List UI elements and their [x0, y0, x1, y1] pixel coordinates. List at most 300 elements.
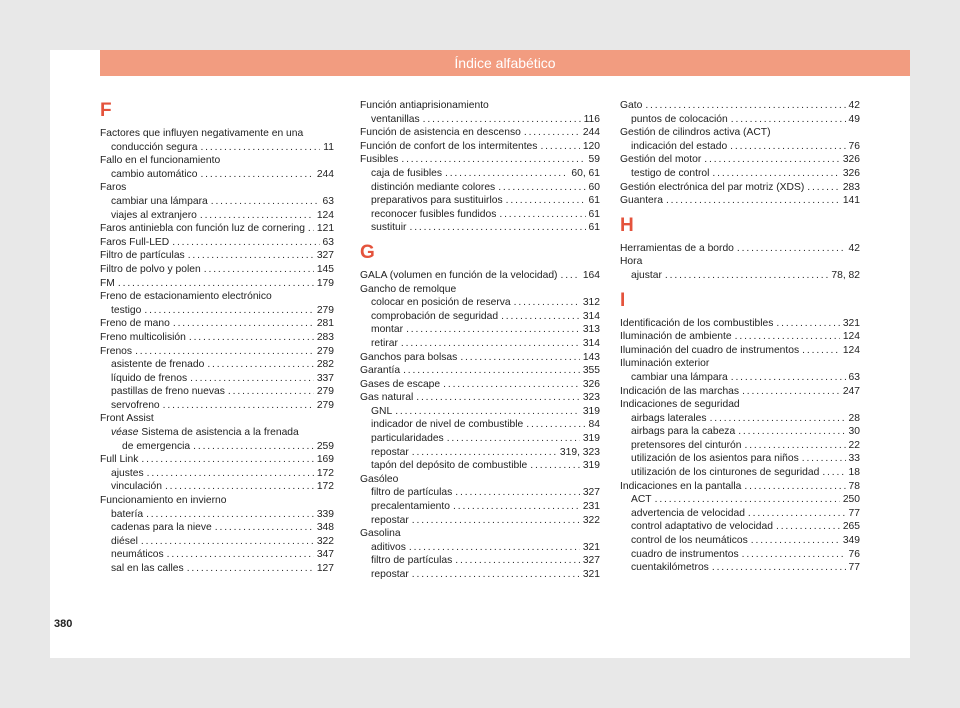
dot-leader: [802, 344, 840, 358]
entry-text-wrap: [100, 154, 220, 168]
index-entry: [620, 357, 860, 371]
entry-page-ref[interactable]: 259: [316, 440, 334, 452]
index-entry: [360, 459, 600, 473]
index-entry: [620, 269, 860, 283]
dot-leader: [742, 548, 846, 562]
entry-text: testigo de control: [631, 167, 710, 179]
entry-text: Iluminación del cuadro de instrumentos: [620, 344, 800, 356]
entry-page-ref[interactable]: 164: [582, 269, 600, 281]
entry-page-ref[interactable]: 279: [316, 345, 334, 357]
entry-text: líquido de frenos: [111, 372, 188, 384]
entry-text-wrap: [111, 480, 162, 494]
entry-page-ref[interactable]: 78, 82: [831, 269, 860, 281]
entry-text: colocar en posición de reserva: [371, 297, 511, 309]
dot-leader: [506, 194, 586, 208]
entry-text: indicador de nivel de combustible: [371, 419, 524, 431]
entry-text: utilización de los asientos para niños: [631, 453, 799, 465]
dot-leader: [173, 317, 314, 331]
entry-text-wrap: [100, 181, 126, 195]
entry-text-wrap: [620, 357, 709, 371]
index-entry: [360, 405, 600, 419]
dot-leader: [730, 140, 845, 154]
entry-page-ref[interactable]: 30: [848, 426, 860, 438]
entry-text: repostar: [371, 514, 409, 526]
index-entry: [100, 141, 334, 155]
entry-page-ref[interactable]: 63: [322, 236, 334, 248]
entry-text-wrap: [371, 323, 403, 337]
entry-page-ref[interactable]: 63: [848, 371, 860, 383]
entry-page-ref[interactable]: 141: [842, 195, 860, 207]
entry-page-ref[interactable]: 78: [848, 480, 860, 492]
index-entry: [100, 249, 334, 263]
entry-text: Fallo en el funcionamiento: [100, 155, 221, 167]
entry-page-ref[interactable]: 314: [582, 337, 600, 349]
entry-text: Freno multicolisión: [100, 331, 186, 343]
index-entry: [100, 426, 334, 440]
entry-page-ref[interactable]: 231: [582, 501, 600, 513]
entry-page-ref[interactable]: 347: [316, 549, 334, 561]
entry-text-wrap: [371, 418, 523, 432]
entry-text: Gestión de cilindros activa (ACT): [620, 127, 771, 139]
dot-leader: [499, 208, 585, 222]
entry-text: ajustar: [631, 269, 662, 281]
entry-page-ref[interactable]: 124: [316, 209, 334, 221]
entry-page-ref[interactable]: 127: [316, 563, 334, 574]
entry-text-wrap: [631, 412, 707, 426]
entry-page-ref[interactable]: 172: [316, 467, 334, 479]
dot-leader: [710, 412, 846, 426]
entry-page-ref[interactable]: 61: [588, 222, 600, 234]
entry-page-ref[interactable]: 348: [316, 522, 334, 534]
entry-text-wrap: [371, 500, 450, 514]
entry-text: Iluminación exterior: [620, 358, 710, 370]
index-entry: [620, 534, 860, 548]
entry-text: indicación del estado: [631, 140, 728, 152]
entry-text-wrap: [100, 222, 305, 236]
entry-page-ref[interactable]: 282: [316, 359, 334, 371]
index-entry: [100, 263, 334, 277]
dot-leader: [163, 399, 314, 413]
entry-page-ref[interactable]: 283: [842, 181, 860, 193]
index-entry: [100, 412, 334, 426]
entry-page-ref[interactable]: 313: [582, 324, 600, 336]
entry-page-ref[interactable]: 60: [588, 181, 600, 193]
entry-page-ref[interactable]: 281: [316, 318, 334, 330]
entry-text-wrap: [111, 304, 141, 318]
entry-page-ref[interactable]: 179: [316, 277, 334, 289]
dot-leader: [401, 337, 580, 351]
dot-leader: [228, 385, 314, 399]
entry-page-ref[interactable]: 247: [842, 385, 860, 397]
entry-page-ref[interactable]: 61: [588, 208, 600, 220]
entry-text: testigo: [111, 304, 142, 316]
entry-text: precalentamiento: [371, 501, 450, 513]
entry-text-wrap: [111, 521, 212, 535]
entry-text: filtro de partículas: [371, 487, 453, 499]
index-entry: [360, 364, 600, 378]
entry-text-wrap: [371, 181, 495, 195]
entry-page-ref[interactable]: 339: [316, 508, 334, 520]
index-entry: [100, 467, 334, 481]
page-number: 380: [54, 618, 73, 630]
entry-text: Funcionamiento en invierno: [100, 495, 227, 507]
dot-leader: [423, 113, 581, 127]
entry-text-wrap: [360, 140, 537, 154]
entry-page-ref[interactable]: 319: [582, 460, 600, 472]
entry-page-ref[interactable]: 326: [582, 378, 600, 390]
entry-text: ACT: [631, 494, 652, 506]
index-entry: [620, 548, 860, 562]
entry-page-ref[interactable]: 169: [316, 454, 334, 466]
index-entry: [100, 290, 334, 304]
entry-text-wrap: [360, 364, 400, 378]
dot-leader: [455, 554, 580, 568]
index-header: [100, 50, 910, 76]
entry-text-wrap: [631, 425, 735, 439]
entry-page-ref[interactable]: 116: [583, 113, 600, 125]
index-entry: [360, 378, 600, 392]
dot-leader: [748, 507, 846, 521]
dot-leader: [200, 209, 314, 223]
dot-leader: [118, 277, 314, 291]
entry-text-wrap: [111, 535, 138, 549]
entry-text: tapón del depósito de combustible: [371, 460, 528, 472]
entry-text-wrap: [371, 459, 527, 473]
index-entry: [620, 344, 860, 358]
index-entry: [100, 168, 334, 182]
entry-text: Frenos: [100, 345, 133, 357]
entry-page-ref[interactable]: 61: [588, 195, 600, 207]
index-title: Índice alfabético: [454, 55, 556, 71]
entry-page-ref[interactable]: 145: [316, 263, 334, 275]
entry-text: Freno de mano: [100, 318, 170, 330]
entry-page-ref[interactable]: 321: [582, 541, 600, 553]
dot-leader: [776, 520, 840, 534]
entry-text-wrap: [360, 527, 401, 541]
index-entry: [360, 208, 600, 222]
index-entry: [620, 425, 860, 439]
entry-text-wrap: [111, 508, 143, 522]
entry-text-wrap: [111, 548, 164, 562]
entry-text-wrap: [620, 480, 741, 494]
dot-leader: [190, 372, 314, 386]
entry-page-ref[interactable]: 323: [582, 392, 600, 404]
entry-text: Gasolina: [360, 528, 401, 540]
entry-page-ref[interactable]: 279: [316, 304, 334, 316]
entry-text-wrap: [371, 296, 511, 310]
entry-text: comprobación de seguridad: [371, 310, 499, 322]
entry-text: cuadro de instrumentos: [631, 548, 739, 560]
dot-leader: [744, 480, 845, 494]
dot-leader: [712, 561, 846, 575]
entry-page-ref[interactable]: 326: [842, 167, 860, 179]
dot-leader: [560, 269, 579, 283]
entry-text-wrap: [371, 221, 406, 235]
entry-page-ref[interactable]: 319: [582, 405, 600, 417]
entry-text-wrap: [371, 568, 409, 582]
entry-page-ref[interactable]: 319, 323: [559, 446, 600, 458]
entry-text-wrap: [360, 351, 457, 365]
entry-text-wrap: [620, 153, 701, 167]
dot-leader: [412, 514, 580, 528]
entry-text: FM: [100, 277, 115, 289]
dot-leader: [147, 467, 314, 481]
see-also-label: véase: [111, 427, 139, 439]
dot-leader: [751, 534, 840, 548]
entry-text: batería: [111, 508, 144, 520]
entry-text: aditivos: [371, 541, 406, 553]
entry-page-ref[interactable]: 314: [582, 310, 600, 322]
index-entry: [100, 399, 334, 413]
entry-page-ref[interactable]: 322: [316, 535, 334, 547]
entry-text: montar: [371, 324, 404, 336]
entry-page-ref[interactable]: 244: [582, 127, 600, 139]
entry-text: Función de confort de los intermitentes: [360, 140, 538, 152]
entry-page-ref[interactable]: 63: [322, 195, 334, 207]
entry-text-wrap: [620, 385, 739, 399]
index-entry: [360, 283, 600, 297]
index-entry: [620, 140, 860, 154]
entry-text: vinculación: [111, 481, 162, 493]
entry-text: viajes al extranjero: [111, 209, 197, 221]
dot-leader: [188, 249, 314, 263]
entry-page-ref[interactable]: 327: [316, 250, 334, 262]
dot-leader: [135, 345, 314, 359]
index-entry: [100, 535, 334, 549]
entry-page-ref[interactable]: 59: [588, 154, 600, 166]
entry-page-ref[interactable]: 143: [582, 351, 600, 363]
dot-leader: [141, 453, 313, 467]
index-entry: [360, 323, 600, 337]
entry-text-wrap: [360, 283, 456, 297]
dot-leader: [742, 385, 840, 399]
index-entry: [100, 195, 334, 209]
index-entry: [100, 209, 334, 223]
entry-text-wrap: [371, 554, 452, 568]
index-entry: [360, 126, 600, 140]
dot-leader: [737, 242, 846, 256]
entry-page-ref[interactable]: 265: [842, 521, 860, 533]
entry-text-wrap: [111, 209, 197, 223]
entry-page-ref[interactable]: 319: [582, 433, 600, 445]
dot-leader: [665, 269, 828, 283]
entry-text-wrap: [111, 426, 299, 440]
dot-leader: [445, 167, 568, 181]
dot-leader: [460, 351, 580, 365]
index-entry: [100, 358, 334, 372]
entry-page-ref[interactable]: 124: [842, 344, 860, 356]
entry-page-ref[interactable]: 60, 61: [571, 167, 600, 179]
entry-page-ref[interactable]: 312: [582, 297, 600, 309]
entry-text-wrap: [371, 113, 420, 127]
entry-page-ref[interactable]: 49: [848, 113, 860, 125]
entry-text: diésel: [111, 535, 138, 547]
entry-text-wrap: [620, 344, 799, 358]
dot-leader: [144, 304, 313, 318]
entry-text: Guantera: [620, 195, 663, 207]
dot-leader: [807, 181, 840, 195]
entry-page-ref[interactable]: 355: [582, 365, 600, 377]
entry-page-ref[interactable]: 321: [842, 317, 860, 329]
dot-leader: [776, 317, 839, 331]
entry-text-wrap: [100, 331, 186, 345]
dot-leader: [655, 493, 840, 507]
entry-text-wrap: [631, 439, 741, 453]
dot-leader: [731, 113, 846, 127]
index-entry: [360, 500, 600, 514]
entry-text-wrap: [371, 337, 398, 351]
entry-page-ref[interactable]: 84: [588, 419, 600, 431]
dot-leader: [443, 378, 580, 392]
entry-text-wrap: [360, 378, 440, 392]
entry-page-ref[interactable]: 76: [848, 140, 860, 152]
entry-text: Hora: [620, 256, 643, 268]
dot-leader: [731, 371, 846, 385]
index-entry: [360, 140, 600, 154]
entry-page-ref[interactable]: 283: [316, 331, 334, 343]
index-entry: [620, 126, 860, 140]
dot-leader: [308, 222, 314, 236]
index-column-3: [620, 99, 860, 575]
entry-text-wrap: [620, 398, 740, 412]
index-entry: [100, 317, 334, 331]
entry-text: Sistema de asistencia a la frenada: [141, 427, 299, 439]
entry-text: Indicación de las marchas: [620, 385, 740, 397]
dot-leader: [403, 364, 580, 378]
entry-text-wrap: [620, 330, 732, 344]
index-entry: [620, 113, 860, 127]
entry-text-wrap: [100, 317, 170, 331]
index-entry: [100, 480, 334, 494]
entry-page-ref[interactable]: 77: [848, 507, 860, 519]
entry-page-ref[interactable]: 327: [582, 487, 600, 499]
section-letter: I: [620, 289, 626, 311]
entry-page-ref[interactable]: 321: [582, 569, 600, 580]
index-entry: [100, 521, 334, 535]
index-entry: [360, 269, 600, 283]
index-entry: [360, 153, 600, 167]
entry-text-wrap: [371, 405, 392, 419]
index-entry: [360, 446, 600, 460]
dot-leader: [401, 153, 585, 167]
entry-page-ref[interactable]: 322: [582, 514, 600, 526]
index-entry: [360, 432, 600, 446]
dot-leader: [416, 391, 580, 405]
entry-text-wrap: [631, 113, 728, 127]
entry-page-ref[interactable]: 337: [316, 372, 334, 384]
index-entry: [360, 541, 600, 555]
entry-text-wrap: [631, 561, 709, 575]
entry-text: retirar: [371, 337, 398, 349]
index-entry: [100, 494, 334, 508]
entry-text-wrap: [371, 486, 452, 500]
entry-text: Ganchos para bolsas: [360, 351, 458, 363]
dot-leader: [455, 486, 580, 500]
entry-text: conducción segura: [111, 141, 198, 153]
index-entry: [100, 345, 334, 359]
document-page: [50, 50, 910, 658]
entry-text-wrap: [371, 432, 444, 446]
index-entry: [620, 242, 860, 256]
dot-leader: [540, 140, 579, 154]
entry-text-wrap: [631, 493, 652, 507]
entry-text-wrap: [631, 167, 709, 181]
entry-text-wrap: [631, 534, 748, 548]
entry-text: preparativos para sustituirlos: [371, 195, 503, 207]
index-entry: [100, 304, 334, 318]
entry-page-ref[interactable]: 244: [316, 168, 334, 180]
entry-text-wrap: [631, 520, 773, 534]
entry-text: control de los neumáticos: [631, 535, 748, 547]
index-entry: [360, 514, 600, 528]
entry-text-wrap: [620, 242, 734, 256]
entry-text-wrap: [360, 99, 489, 113]
entry-text-wrap: [360, 269, 557, 283]
entry-page-ref[interactable]: 279: [316, 386, 334, 398]
entry-text: cambiar una lámpara: [111, 195, 208, 207]
entry-page-ref[interactable]: 120: [582, 140, 600, 152]
entry-text-wrap: [122, 440, 190, 454]
index-entry: [620, 398, 860, 412]
entry-page-ref[interactable]: 22: [848, 439, 860, 451]
entry-text: Factores que influyen negativamente en una: [100, 128, 304, 139]
index-entry: [360, 418, 600, 432]
entry-page-ref[interactable]: 33: [848, 453, 860, 465]
entry-page-ref[interactable]: 42: [848, 242, 860, 254]
dot-leader: [738, 425, 845, 439]
index-entry: [360, 221, 600, 235]
dot-leader: [526, 418, 585, 432]
dot-leader: [200, 141, 320, 155]
index-entry: [620, 493, 860, 507]
entry-text: sal en las calles: [111, 563, 184, 574]
dot-leader: [822, 466, 845, 480]
index-entry: [620, 317, 860, 331]
entry-page-ref[interactable]: 349: [842, 535, 860, 547]
section-letter: H: [620, 214, 634, 236]
entry-page-ref[interactable]: 76: [848, 548, 860, 560]
index-entry: [360, 167, 600, 181]
entry-text: Gancho de remolque: [360, 283, 457, 295]
entry-page-ref[interactable]: 28: [848, 412, 860, 424]
entry-page-ref[interactable]: 250: [842, 494, 860, 506]
entry-page-ref[interactable]: 77: [848, 562, 860, 574]
index-entry: [360, 351, 600, 365]
entry-text-wrap: [111, 385, 225, 399]
entry-page-ref[interactable]: 327: [582, 555, 600, 567]
entry-page-ref[interactable]: 121: [316, 223, 335, 235]
entry-text: particularidades: [371, 433, 444, 445]
entry-page-ref[interactable]: 326: [842, 154, 860, 166]
entry-page-ref[interactable]: 18: [848, 467, 860, 479]
entry-text: sustituir: [371, 222, 407, 234]
entry-text: Herramientas de a bordo: [620, 242, 734, 254]
entry-text: Faros Full-LED: [100, 236, 170, 248]
entry-page-ref[interactable]: 172: [316, 481, 334, 493]
entry-text-wrap: [100, 494, 227, 508]
entry-text: filtro de partículas: [371, 555, 453, 567]
index-entry: [620, 194, 860, 208]
index-entry: [620, 520, 860, 534]
entry-page-ref[interactable]: 124: [842, 331, 860, 343]
entry-page-ref[interactable]: 42: [848, 100, 860, 111]
dot-leader: [744, 439, 845, 453]
entry-page-ref[interactable]: 279: [316, 399, 334, 411]
dot-leader: [412, 568, 580, 582]
dot-leader: [645, 99, 845, 113]
entry-page-ref[interactable]: 11: [323, 141, 334, 153]
entry-text-wrap: [371, 194, 503, 208]
